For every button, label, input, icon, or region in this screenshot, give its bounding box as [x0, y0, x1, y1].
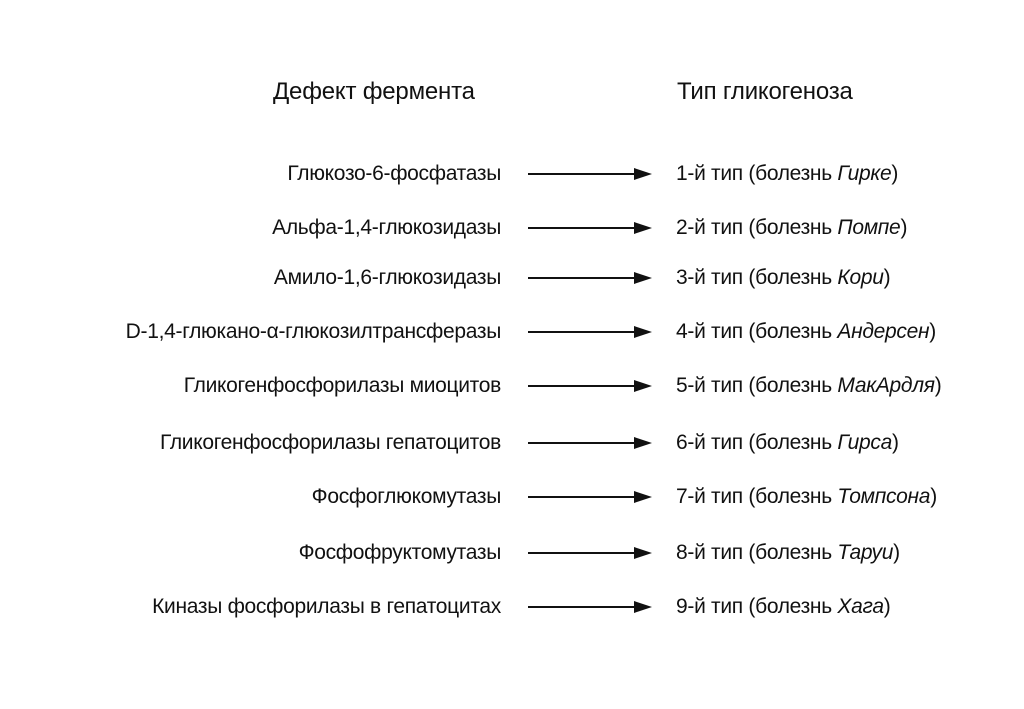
- enzyme-label: Киназы фосфорилазы в гепатоцитах: [152, 595, 501, 618]
- diagram-row: [0, 216, 1024, 252]
- arrow-right-icon: [528, 435, 652, 451]
- enzyme-label: Фосфоглюкомутазы: [311, 485, 501, 508]
- arrow-right-icon: [528, 324, 652, 340]
- arrow-right-icon: [528, 599, 652, 615]
- diagram-row: [0, 162, 1024, 198]
- enzyme-label: Гликогенфосфорилазы миоцитов: [183, 374, 501, 397]
- enzyme-label: D-1,4-глюкано-α-глюкозилтрансферазы: [125, 320, 501, 343]
- enzyme-label: Альфа-1,4-глюкозидазы: [272, 216, 501, 239]
- header-glycogenosis-type: Тип гликогеноза: [677, 78, 853, 105]
- glycogenosis-type-label: 9-й тип (болезнь Хага): [676, 595, 891, 618]
- diagram-row: [0, 431, 1024, 467]
- arrow-right-icon: [528, 270, 652, 286]
- arrow-right-icon: [528, 545, 652, 561]
- diagram-row: [0, 374, 1024, 410]
- enzyme-label: Амило-1,6-глюкозидазы: [273, 266, 501, 289]
- glycogenosis-type-label: 6-й тип (болезнь Гирса): [676, 431, 899, 454]
- diagram-row: [0, 320, 1024, 356]
- glycogenosis-type-label: 7-й тип (болезнь Томпсона): [676, 485, 937, 508]
- arrow-right-icon: [528, 489, 652, 505]
- enzyme-label: Фосфофруктомутазы: [298, 541, 501, 564]
- arrow-right-icon: [528, 166, 652, 182]
- diagram-row: [0, 266, 1024, 302]
- enzyme-label: Гликогенфосфорилазы гепатоцитов: [159, 431, 501, 454]
- glycogenosis-type-label: 2-й тип (болезнь Помпе): [676, 216, 908, 239]
- glycogenosis-type-label: 4-й тип (болезнь Андерсен): [676, 320, 936, 343]
- header-enzyme-defect: Дефект фермента: [273, 78, 475, 105]
- enzyme-label: Глюкозо-6-фосфатазы: [287, 162, 501, 185]
- arrow-right-icon: [528, 378, 652, 394]
- diagram-row: [0, 485, 1024, 521]
- glycogenosis-type-label: 8-й тип (болезнь Таруи): [676, 541, 900, 564]
- arrow-right-icon: [528, 220, 652, 236]
- diagram-row: [0, 541, 1024, 577]
- diagram-row: [0, 595, 1024, 631]
- glycogenosis-type-label: 5-й тип (болезнь МакАрдля): [676, 374, 942, 397]
- glycogenosis-type-label: 3-й тип (болезнь Кори): [676, 266, 891, 289]
- glycogenosis-type-label: 1-й тип (болезнь Гирке): [676, 162, 899, 185]
